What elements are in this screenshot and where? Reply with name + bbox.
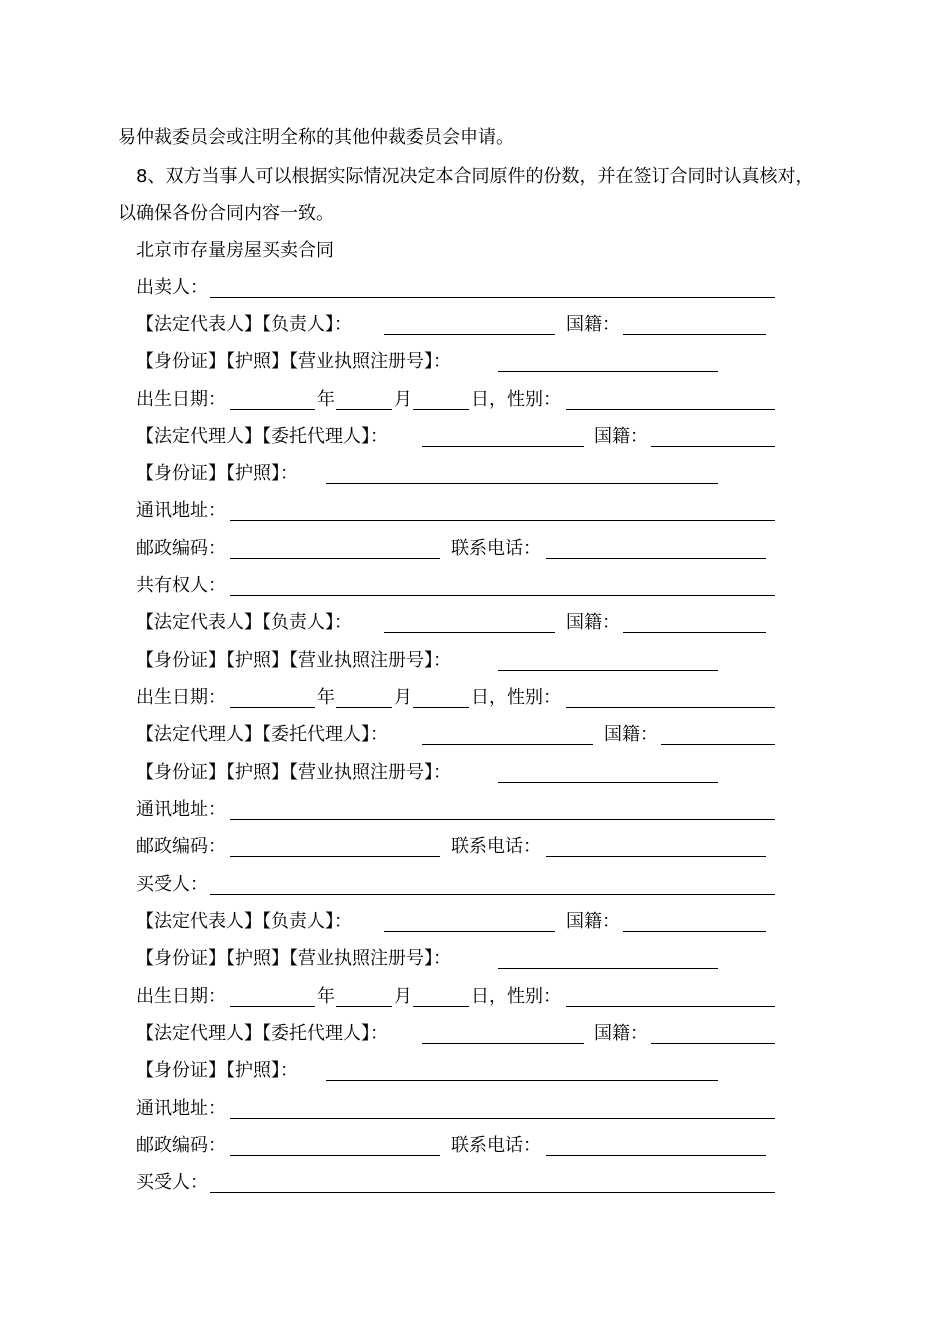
year-label: 年 [317,389,335,410]
address-field[interactable] [230,1118,775,1119]
agent-field[interactable] [422,744,593,745]
birth-date-label: 出生日期： [136,986,226,1007]
address-label: 通讯地址： [136,1098,226,1119]
birth-month-field[interactable] [336,707,392,708]
id-passport-label: 【身份证】【护照】： [136,1060,298,1081]
birth-year-field[interactable] [230,409,315,410]
nationality-label: 国籍： [604,724,658,745]
id-license-field[interactable] [498,968,718,969]
legal-rep-field[interactable] [384,632,555,633]
legal-rep-field[interactable] [384,931,555,932]
address-field[interactable] [230,819,775,820]
birth-day-field[interactable] [413,707,469,708]
seller-label: 出卖人： [136,277,208,298]
month-label: 月 [394,687,412,708]
address-label: 通讯地址： [136,799,226,820]
birth-month-field[interactable] [336,409,392,410]
legal-rep-field[interactable] [384,334,555,335]
buyer-field[interactable] [210,1192,775,1193]
month-label: 月 [394,389,412,410]
birth-day-field[interactable] [413,1006,469,1007]
agent-label: 【法定代理人】【委托代理人】： [136,1023,388,1044]
nationality-field[interactable] [623,632,766,633]
postcode-field[interactable] [230,856,440,857]
buyer-field[interactable] [210,894,775,895]
id-license-label: 【身份证】【护照】【营业执照注册号】： [136,650,451,671]
year-label: 年 [317,687,335,708]
intro-line-3: 以确保各份合同内容一致。 [118,203,334,224]
gender-field[interactable] [566,1006,775,1007]
id-passport-field[interactable] [326,483,718,484]
agent-field[interactable] [422,1043,584,1044]
co-owner-field[interactable] [230,595,775,596]
gender-field[interactable] [566,707,775,708]
agent-label: 【法定代理人】【委托代理人】： [136,426,388,447]
contract-title: 北京市存量房屋买卖合同 [136,240,334,261]
nationality-field[interactable] [651,446,775,447]
year-label: 年 [317,986,335,1007]
phone-field[interactable] [546,558,766,559]
agent-field[interactable] [422,446,584,447]
legal-rep-label: 【法定代表人】【负责人】： [136,911,352,932]
birth-date-label: 出生日期： [136,687,226,708]
id-license-label: 【身份证】【护照】【营业执照注册号】： [136,948,451,969]
birth-year-field[interactable] [230,1006,315,1007]
co-owner-label: 共有权人： [136,575,226,596]
address-label: 通讯地址： [136,500,226,521]
nationality-field[interactable] [623,931,766,932]
nationality-field[interactable] [651,1043,775,1044]
nationality-label: 国籍： [594,1023,648,1044]
buyer-label: 买受人： [136,1172,208,1193]
gender-field[interactable] [566,409,775,410]
id-license-field[interactable] [498,670,718,671]
day-gender-label: 日，性别： [471,389,561,410]
month-label: 月 [394,986,412,1007]
nationality-field[interactable] [623,334,766,335]
agent-label: 【法定代理人】【委托代理人】： [136,724,388,745]
intro-line-1: 易仲裁委员会或注明全称的其他仲裁委员会申请。 [118,127,514,148]
postcode-label: 邮政编码： [136,1135,226,1156]
id-passport-field[interactable] [326,1080,718,1081]
nationality-field[interactable] [661,744,775,745]
id-license-field[interactable] [498,782,718,783]
day-gender-label: 日，性别： [471,687,561,708]
postcode-field[interactable] [230,1155,440,1156]
buyer-label: 买受人： [136,874,208,895]
id-passport-label: 【身份证】【护照】： [136,463,298,484]
phone-field[interactable] [546,1155,766,1156]
id-license-label: 【身份证】【护照】【营业执照注册号】： [136,351,451,372]
nationality-label: 国籍： [594,426,648,447]
birth-date-label: 出生日期： [136,389,226,410]
day-gender-label: 日，性别： [471,986,561,1007]
nationality-label: 国籍： [566,612,620,633]
postcode-field[interactable] [230,558,440,559]
legal-rep-label: 【法定代表人】【负责人】： [136,314,352,335]
id-license-field[interactable] [498,371,718,372]
birth-year-field[interactable] [230,707,315,708]
birth-day-field[interactable] [413,409,469,410]
id-license-label: 【身份证】【护照】【营业执照注册号】： [136,762,451,783]
address-field[interactable] [230,520,775,521]
nationality-label: 国籍： [566,314,620,335]
phone-field[interactable] [546,856,766,857]
phone-label: 联系电话： [451,538,541,559]
birth-month-field[interactable] [336,1006,392,1007]
phone-label: 联系电话： [451,836,541,857]
phone-label: 联系电话： [451,1135,541,1156]
intro-line-2: 8、双方当事人可以根据实际情况决定本合同原件的份数，并在签订合同时认真核对， [136,166,814,187]
seller-field[interactable] [210,297,775,298]
postcode-label: 邮政编码： [136,836,226,857]
legal-rep-label: 【法定代表人】【负责人】： [136,612,352,633]
nationality-label: 国籍： [566,911,620,932]
postcode-label: 邮政编码： [136,538,226,559]
